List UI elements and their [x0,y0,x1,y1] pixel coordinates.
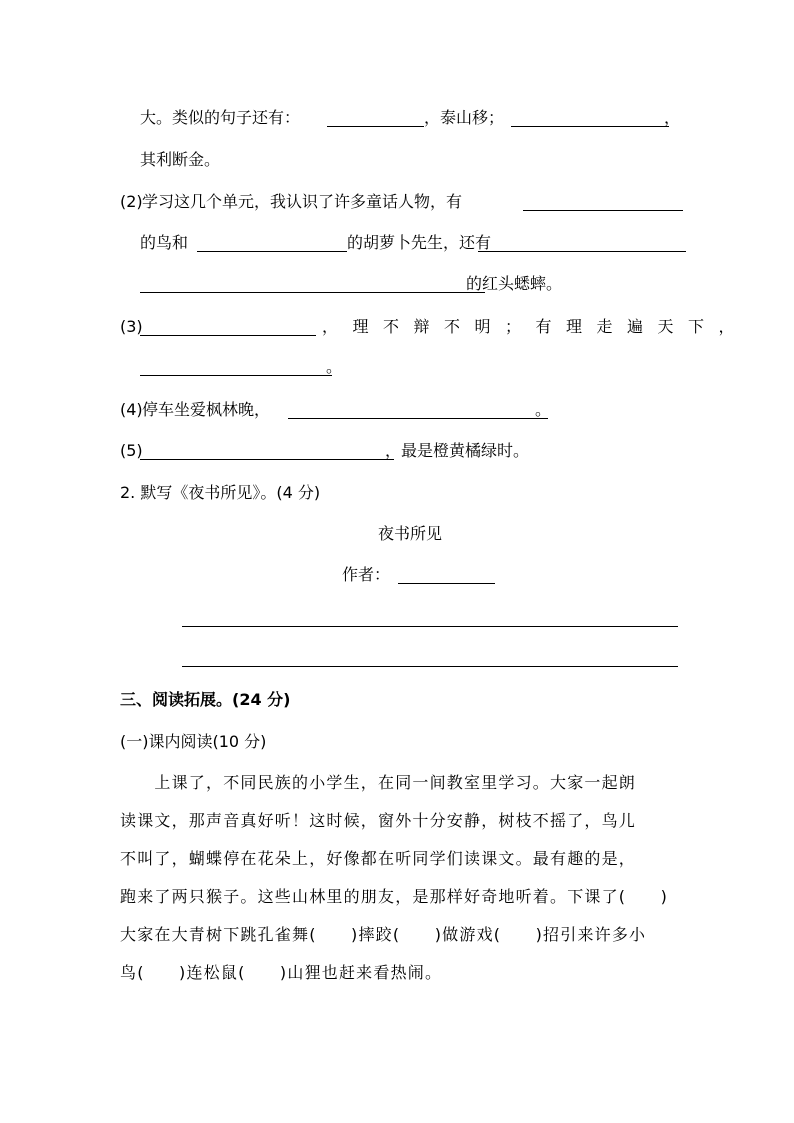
q1-line1-end: ， [664,108,681,127]
q2-blank-3[interactable] [478,251,686,252]
section3-heading: 三、阅读拓展。(24 分) [120,690,291,709]
author-blank[interactable] [398,583,495,584]
poem-title: 夜书所见 [378,524,443,543]
q2-line2-a: 的鸟和 [140,233,189,252]
author-label: 作者： [342,565,391,584]
q3-text: ，理不辩不明；有理走遍天下， [322,317,750,336]
q1-line2: 其利断金。 [140,150,221,169]
q2-blank-1[interactable] [523,210,683,211]
q4-blank[interactable] [288,418,548,419]
passage-line: 不叫了，蝴蝶停在花朵上，好像都在听同学们读课文。最有趣的是， [120,849,637,868]
passage-line: 上课了，不同民族的小学生，在同一间教室里学习。大家一起朗 [120,773,637,792]
poem-line-2[interactable] [182,666,678,667]
q4-label: (4) [120,400,143,419]
q2-line2-b: 的胡萝卜先生，还有 [347,233,492,252]
q5-blank[interactable] [140,459,394,460]
q1-blank-2[interactable] [511,126,669,127]
q3-label: (3) [120,317,143,336]
q2-blank-2[interactable] [197,251,347,252]
passage-line: 读课文，那声音真好听！这时候，窗外十分安静，树枝不摇了，鸟儿 [120,811,637,830]
q3-blank-1[interactable] [140,335,316,336]
passage-line: 大家在大青树下跳孔雀舞( )摔跤( )做游戏( )招引来许多小 [120,925,647,944]
q1-line1-mid: ，泰山移； [424,108,505,127]
q4-end: 。 [535,400,552,419]
q1-line1-prefix: 大。类似的句子还有： [140,108,301,127]
q2-label: (2) [120,192,143,211]
passage-line: 跑来了两只猴子。这些山林里的朋友，是那样好奇地听着。下课了( ) [120,887,669,906]
q4-text: 停车坐爱枫林晚， [142,400,271,419]
poem-line-1[interactable] [182,626,678,627]
section3-subheading: (一)课内阅读(10 分) [120,732,267,751]
q3-end: 。 [326,357,343,376]
q2-line1: 学习这几个单元，我认识了许多童话人物，有 [142,192,463,211]
passage-line: 鸟( )连松鼠( )山狸也赶来看热闹。 [120,963,443,982]
q3-blank-2[interactable] [140,375,332,376]
q1-blank-1[interactable] [327,126,424,127]
reading-passage [120,764,685,992]
q5-label: (5) [120,441,143,460]
q2-line3: 的红头蟋蟀。 [466,274,563,293]
section2-heading: 2. 默写《夜书所见》。(4 分) [120,483,321,502]
q5-text: ，最是橙黄橘绿时。 [385,441,530,460]
q2-blank-4[interactable] [140,292,485,293]
